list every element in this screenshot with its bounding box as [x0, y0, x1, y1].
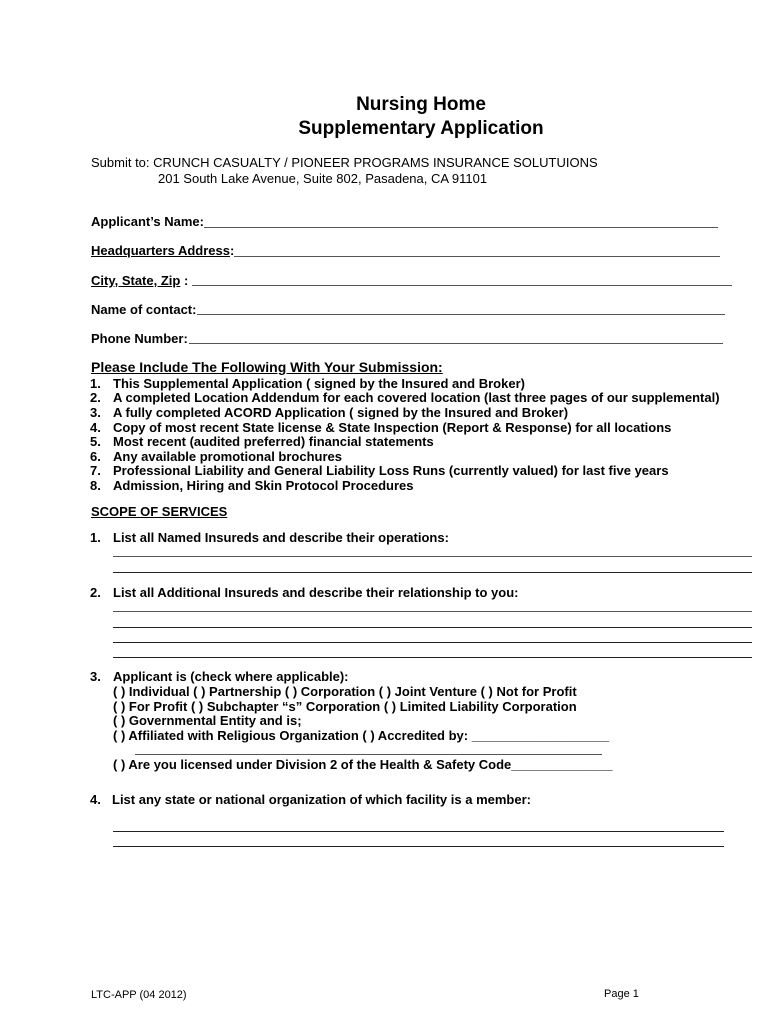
contact-name-label: Name of contact:	[91, 302, 197, 317]
include-item-text: Any available promotional brochures	[113, 449, 342, 464]
form-id: LTC-APP (04 2012)	[91, 989, 187, 1001]
include-item-text: This Supplemental Application ( signed by the Insured and Broker)	[113, 376, 525, 391]
include-item	[90, 420, 671, 435]
answer-line[interactable]	[113, 627, 752, 628]
answer-line[interactable]	[113, 572, 752, 573]
answer-line[interactable]	[113, 556, 752, 557]
scope-heading: SCOPE OF SERVICES	[91, 504, 228, 519]
answer-line[interactable]	[113, 831, 724, 832]
applicant-type-options-3[interactable]: ( ) Governmental Entity and is;	[113, 713, 302, 728]
include-item-text: A fully completed ACORD Application ( signed by the Insured and Broker)	[113, 405, 569, 420]
submit-address: 201 South Lake Avenue, Suite 802, Pasadena, CA 91101	[158, 171, 488, 186]
question-3	[90, 669, 349, 684]
question-text: Applicant is (check where applicable):	[113, 669, 349, 684]
include-item	[90, 434, 434, 449]
include-item-text: Copy of most recent State license & State Inspection (Report & Response) for all locations	[113, 420, 672, 435]
question-1	[90, 530, 449, 545]
city-state-zip-label	[91, 273, 188, 288]
answer-line[interactable]	[113, 657, 752, 658]
include-item-num: 2.	[90, 390, 101, 405]
phone-number-label: Phone Number:	[91, 331, 188, 346]
include-item-text: A completed Location Addendum for each covered location (last three pages of our supplemental)	[113, 390, 720, 405]
document-title-line1: Nursing Home	[356, 94, 486, 115]
headquarters-address-line[interactable]	[234, 256, 720, 257]
page-number: Page 1	[604, 988, 639, 1000]
include-item	[90, 478, 414, 493]
headquarters-colon: :	[229, 243, 235, 258]
include-item-text: Admission, Hiring and Skin Protocol Procedures	[113, 478, 414, 493]
question-num: 3.	[90, 669, 101, 684]
include-item	[90, 390, 720, 405]
applicant-type-options-4[interactable]: ( ) Affiliated with Religious Organization ( ) Accredited by: ___________________	[113, 728, 610, 743]
include-item	[90, 449, 342, 464]
applicant-type-options-1[interactable]: ( ) Individual ( ) Partnership ( ) Corporation ( ) Joint Venture ( ) Not for Profit	[113, 684, 577, 699]
question-text: List any state or national organization of which facility is a member:	[112, 792, 531, 807]
city-state-zip-line[interactable]	[192, 285, 732, 286]
phone-number-line[interactable]	[189, 343, 723, 344]
question-num: 1.	[90, 530, 101, 545]
question-text: List all Named Insureds and describe their operations:	[113, 530, 449, 545]
headquarters-address-text: Headquarters Address	[91, 243, 230, 258]
accredited-line[interactable]	[135, 754, 602, 755]
contact-name-line[interactable]	[197, 314, 725, 315]
include-heading: Please Include The Following With Your Submission:	[91, 359, 443, 375]
include-item-num: 6.	[90, 449, 101, 464]
answer-line[interactable]	[113, 642, 752, 643]
include-item-num: 5.	[90, 434, 101, 449]
licensed-division-2-option[interactable]: ( ) Are you licensed under Division 2 of the Health & Safety Code______________	[113, 757, 613, 772]
include-item-text: Professional Liability and General Liability Loss Runs (currently valued) for last five years	[113, 463, 669, 478]
question-4	[90, 792, 531, 807]
applicant-type-options-2[interactable]: ( ) For Profit ( ) Subchapter “s” Corporation ( ) Limited Liability Corporation	[113, 699, 577, 714]
headquarters-address-label	[91, 243, 234, 258]
document-title-line2: Supplementary Application	[298, 118, 544, 139]
include-item	[90, 463, 669, 478]
question-num: 4.	[90, 792, 101, 807]
question-2	[90, 585, 518, 600]
include-item-num: 4.	[90, 420, 101, 435]
include-item	[90, 405, 568, 420]
include-item-text: Most recent (audited preferred) financial statements	[113, 434, 434, 449]
applicant-name-line[interactable]	[204, 227, 718, 228]
submit-company: CRUNCH CASUALTY / PIONEER PROGRAMS INSURANCE SOLUTUIONS	[153, 155, 598, 170]
include-item-num: 7.	[90, 463, 101, 478]
include-item-num: 8.	[90, 478, 101, 493]
include-item-num: 3.	[90, 405, 101, 420]
submit-to	[91, 155, 598, 170]
include-item	[90, 376, 525, 391]
applicant-name-label: Applicant’s Name:	[91, 214, 204, 229]
question-num: 2.	[90, 585, 101, 600]
city-state-zip-text: City, State, Zip	[91, 273, 181, 288]
include-item-num: 1.	[90, 376, 101, 391]
question-text: List all Additional Insureds and describe their relationship to you:	[113, 585, 519, 600]
answer-line[interactable]	[113, 846, 724, 847]
answer-line[interactable]	[113, 611, 752, 612]
city-colon: :	[180, 273, 189, 288]
submit-label: Submit to:	[91, 155, 150, 170]
